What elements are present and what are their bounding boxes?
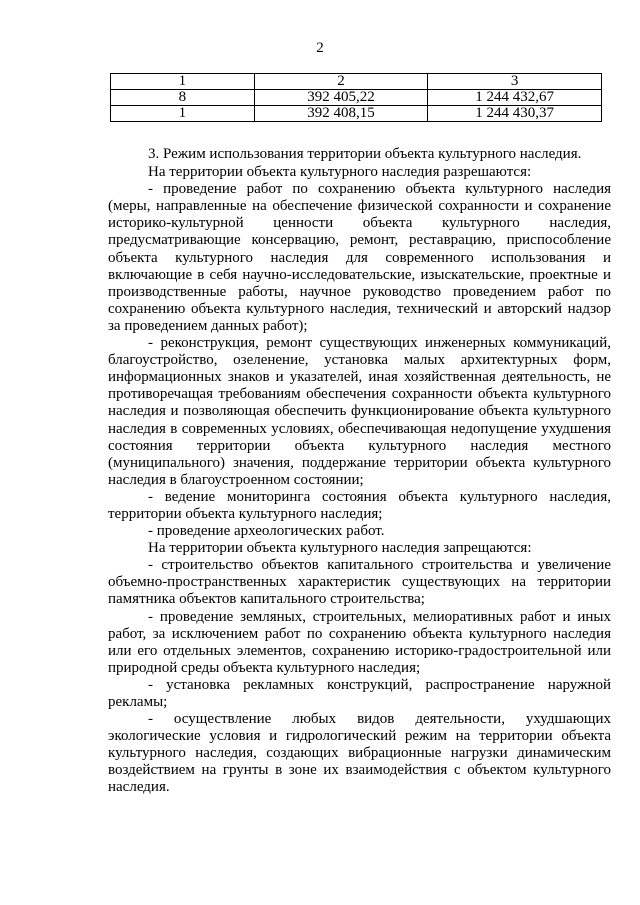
table-cell-y: 1 244 432,67 <box>428 90 602 106</box>
table-header-cell: 2 <box>254 74 428 90</box>
paragraph-prohibited-item: - строительство объектов капитального строительства и увеличение объемно-пространственных характеристик существующих на территории памятника объектов капитального строительства; <box>108 557 611 608</box>
table-header-row <box>111 74 602 90</box>
table-cell-y: 1 244 430,37 <box>428 106 602 122</box>
paragraph-allowed-item: - реконструкция, ремонт существующих инженерных коммуникаций, благоустройство, озеленение, установка малых архитектурных форм, информационных знаков и указателей, иная хозяйственная деятельность, не противоречащая требованиям обеспечения сохранности объекта культурного наследия и позволяющая обеспечить функционирование объекта культурного наследия в современных условиях, обеспечивающая недопущение ухудшения состояния территории объекта культурного наследия местного (муниципального) значения, поддержание территории объекта культурного наследия в благоустроенном состоянии; <box>108 335 611 488</box>
paragraph-prohibited-item: - установка рекламных конструкций, распространение наружной рекламы; <box>108 676 611 710</box>
table-row <box>111 106 602 122</box>
paragraph-prohibited-intro: На территории объекта культурного наследия запрещаются: <box>148 540 532 557</box>
table-header-cell: 3 <box>428 74 602 90</box>
table-cell-x: 392 405,22 <box>254 90 428 106</box>
paragraph-allowed-intro: На территории объекта культурного наследия разрешаются: <box>148 164 532 181</box>
table-header-cell: 1 <box>111 74 255 90</box>
table-row <box>111 90 602 106</box>
table-cell-point: 8 <box>111 90 255 106</box>
paragraph-allowed-item: - ведение мониторинга состояния объекта культурного наследия, территории объекта культурного наследия; <box>108 488 611 522</box>
paragraph-prohibited-item: - проведение земляных, строительных, мелиоративных работ и иных работ, за исключением работ по сохранению объекта культурного наследия или его отдельных элементов, сохранению историко-градостроительной или природной среды объекта культурного наследия; <box>108 608 611 676</box>
paragraph-allowed-item: - проведение работ по сохранению объекта культурного наследия (меры, направленные на обеспечение физической сохранности и сохранение историко-культурной ценности объекта культурного наследия, предусматривающие консервацию, ремонт, реставрацию, приспособление объекта культурного наследия для современного использования и включающие в себя научно-исследовательские, изыскательские, проектные и производственные работы, научное руководство проведением работ по сохранению объекта культурного наследия, технический и авторский надзор за проведением данных работ); <box>108 181 611 334</box>
page-number: 2 <box>316 40 324 56</box>
paragraph-prohibited-item: - осуществление любых видов деятельности, ухудшающих экологические условия и гидрологический режим на территории объекта культурного наследия, создающих вибрационные нагрузки динамическим воздействием на грунты в зоне их взаимодействия с объектом культурного наследия. <box>108 711 611 796</box>
paragraph-allowed-item: - проведение археологических работ. <box>148 523 385 540</box>
table-cell-x: 392 408,15 <box>254 106 428 122</box>
section-heading: 3. Режим использования территории объекта культурного наследия. <box>148 146 582 162</box>
coordinates-table <box>110 73 602 122</box>
document-body <box>108 146 611 797</box>
table-cell-point: 1 <box>111 106 255 122</box>
